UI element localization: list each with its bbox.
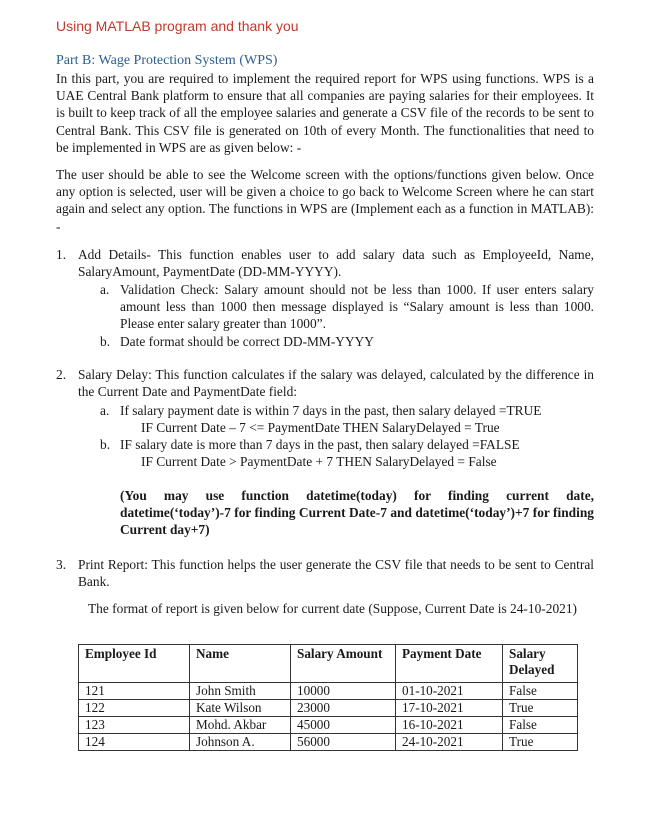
item-2b-letter: b.: [100, 437, 111, 452]
cell-salary-delayed: True: [503, 734, 578, 751]
item-2b-condition: IF Current Date > PaymentDate + 7 THEN SalaryDelayed = False: [141, 454, 497, 469]
item-2-note: (You may use function datetime(today) for finding current date, datetime(‘today’)-7 for finding Current Date-7 and datetime(‘today’)+7 for finding Current day+7): [120, 488, 594, 538]
item-1b-letter: b.: [100, 334, 111, 349]
header-name: Name: [190, 645, 291, 683]
cell-payment-date: 16-10-2021: [396, 717, 503, 734]
cell-salary-amount: 45000: [291, 717, 396, 734]
cell-employee-id: 121: [79, 683, 190, 700]
report-intro: The format of report is given below for current date (Suppose, Current Date is 24-10-2021): [88, 601, 577, 616]
table-header-row: [79, 645, 578, 683]
part-b-heading: Part B: Wage Protection System (WPS): [56, 53, 278, 68]
header-payment-date: Payment Date: [396, 645, 503, 683]
cell-name: Johnson A.: [190, 734, 291, 751]
cell-payment-date: 17-10-2021: [396, 700, 503, 717]
table-row: [79, 683, 578, 700]
table-row: [79, 717, 578, 734]
header-salary-amount: Salary Amount: [291, 645, 396, 683]
item-2-text: Salary Delay: This function calculates if the salary was delayed, calculated by the difference in the Current Date and PaymentDate field:: [78, 367, 594, 400]
item-1a-text: Validation Check: Salary amount should not be less than 1000. If user enters salary amount less than 1000 then message displayed is “Salary amount is less than 1000. Please enter salary greater than 1000”.: [120, 282, 594, 332]
item-2b-text: IF salary date is more than 7 days in the past, then salary delayed =FALSE: [120, 437, 520, 452]
cell-salary-delayed: False: [503, 683, 578, 700]
item-3-text: Print Report: This function helps the user generate the CSV file that needs to be sent to Central Bank.: [78, 557, 594, 590]
report-table: [78, 644, 578, 751]
item-1b-text: Date format should be correct DD-MM-YYYY: [120, 334, 374, 349]
item-2a-letter: a.: [100, 403, 110, 418]
cell-payment-date: 01-10-2021: [396, 683, 503, 700]
item-1-number: 1.: [56, 247, 67, 262]
item-1-text: Add Details- This function enables user to add salary data such as EmployeeId, Name, SalaryAmount, PaymentDate (DD-MM-YYYY).: [78, 247, 594, 280]
item-1a-letter: a.: [100, 282, 110, 297]
cell-salary-amount: 23000: [291, 700, 396, 717]
table-row: [79, 700, 578, 717]
cell-employee-id: 122: [79, 700, 190, 717]
cell-name: Kate Wilson: [190, 700, 291, 717]
header-salary-delayed: Salary Delayed: [503, 645, 578, 683]
cell-employee-id: 124: [79, 734, 190, 751]
item-2-number: 2.: [56, 367, 67, 382]
intro-paragraph: In this part, you are required to implement the required report for WPS using functions. WPS is a UAE Central Bank platform to ensure that all companies are paying salaries for their employees. It is built to keep track of all the employee salaries and generate a CSV file of the records to be sent to Central Bank. This CSV file is generated on 10th of every Month. The functionalities that need to be implemented in WPS are as given below: -: [56, 71, 594, 155]
cell-employee-id: 123: [79, 717, 190, 734]
item-3-number: 3.: [56, 557, 67, 572]
header-employee-id: Employee Id: [79, 645, 190, 683]
item-2a-text: If salary payment date is within 7 days in the past, then salary delayed =TRUE: [120, 403, 542, 418]
cell-name: Mohd. Akbar: [190, 717, 291, 734]
item-2a-condition: IF Current Date – 7 <= PaymentDate THEN SalaryDelayed = True: [141, 420, 500, 435]
cell-salary-amount: 56000: [291, 734, 396, 751]
page-header: Using MATLAB program and thank you: [56, 18, 299, 34]
cell-salary-delayed: False: [503, 717, 578, 734]
cell-name: John Smith: [190, 683, 291, 700]
table-row: [79, 734, 578, 751]
cell-payment-date: 24-10-2021: [396, 734, 503, 751]
welcome-paragraph: The user should be able to see the Welcome screen with the options/functions given below. Once any option is selected, user will be given a choice to go back to Welcome Screen where he can start again and select any option. The functions in WPS are (Implement each as a function in MATLAB): -: [56, 167, 594, 234]
cell-salary-delayed: True: [503, 700, 578, 717]
cell-salary-amount: 10000: [291, 683, 396, 700]
